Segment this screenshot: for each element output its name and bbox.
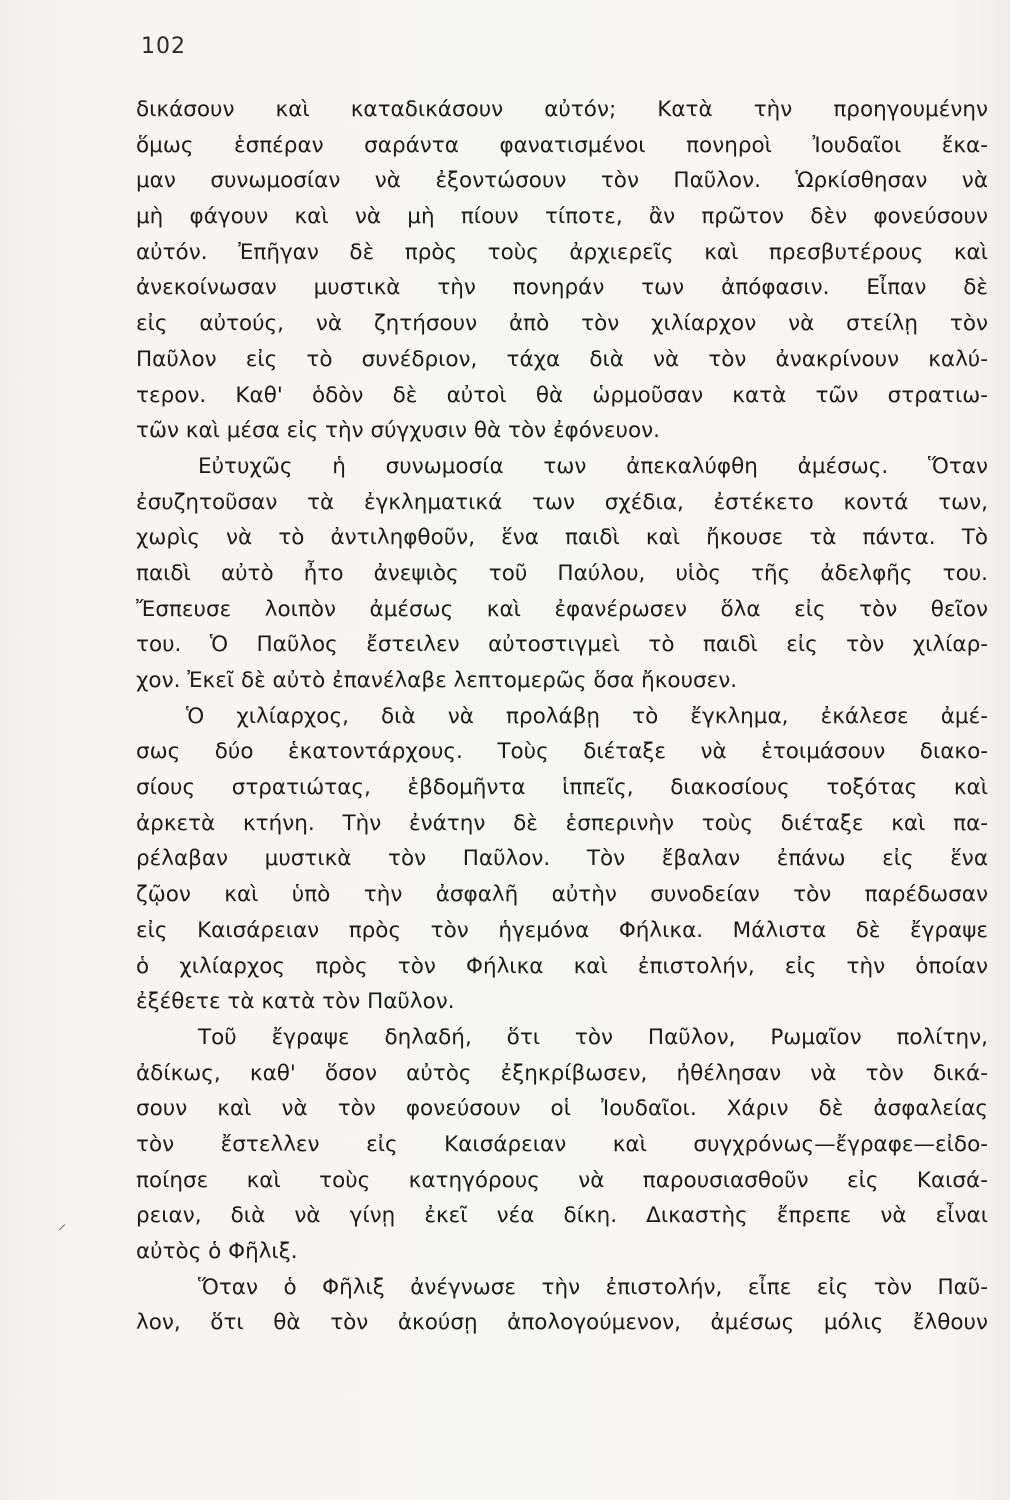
text-line: σως δύο ἑκατοντάρχους. Τοὺς διέταξε νὰ ἑτοιμάσουν διακο-	[136, 739, 988, 765]
margin-mark: ⸝	[58, 1214, 67, 1233]
text-line: ζῷον καὶ ὑπὸ τὴν ἀσφαλῆ αὐτὴν συνοδείαν τὸν παρέδωσαν	[136, 882, 988, 908]
text-line: μὴ φάγουν καὶ νὰ μὴ πίουν τίποτε, ἂν πρῶτον δὲν φονεύσουν	[136, 204, 988, 230]
text-line: αὐτὸς ὁ Φῆλιξ.	[136, 1239, 298, 1264]
text-line: δικάσουν καὶ καταδικάσουν αὐτόν; Κατὰ τὴν προηγουμένην	[136, 97, 988, 122]
paragraph-start-line: Εὐτυχῶς ἡ συνωμοσία των ἀπεκαλύφθη ἀμέσως. Ὅταν	[198, 453, 988, 479]
paragraph-start-line: Τοῦ ἔγραψε δηλαδή, ὅτι τὸν Παῦλον, Ρωμαῖον πολίτην,	[198, 1024, 988, 1050]
text-line: μαν συνωμοσίαν νὰ ἐξοντώσουν τὸν Παῦλον. Ὡρκίσθησαν νὰ	[136, 168, 988, 194]
text-line: ρέλαβαν μυστικὰ τὸν Παῦλον. Τὸν ἔβαλαν ἐπάνω εἰς ἕνα	[136, 846, 988, 872]
paragraph-start-line: Ὁ χιλίαρχος, διὰ νὰ προλάβῃ τὸ ἔγκλημα, ἐκάλεσε ἀμέ-	[186, 703, 988, 729]
body-text	[136, 92, 988, 1341]
text-line: τὸν ἔστελλεν εἰς Καισάρειαν καὶ συγχρόνως—ἔγραφε—εἰδο-	[136, 1131, 988, 1157]
text-line: λον, ὅτι θὰ τὸν ἀκούσῃ ἀπολογούμενον, ἀμέσως μόλις ἔλθουν	[136, 1310, 988, 1336]
text-line: σίους στρατιώτας, ἑβδομῆντα ἱππεῖς, διακοσίους τοξότας καὶ	[136, 775, 988, 801]
text-line: αὐτόν. Ἐπῆγαν δὲ πρὸς τοὺς ἀρχιερεῖς καὶ πρεσβυτέρους καὶ	[136, 239, 988, 265]
text-line: ἐσυζητοῦσαν τὰ ἐγκληματικά των σχέδια, ἐστέκετο κοντά των,	[136, 489, 988, 515]
text-line: ἀνεκοίνωσαν μυστικὰ τὴν πονηράν των ἀπόφασιν. Εἶπαν δὲ	[136, 275, 988, 301]
text-line: τῶν καὶ μέσα εἰς τὴν σύγχυσιν θὰ τὸν ἐφόνευον.	[136, 418, 660, 444]
text-line: ἀρκετὰ κτήνη. Τὴν ἐνάτην δὲ ἑσπερινὴν τοὺς διέταξε καὶ πα-	[136, 810, 988, 836]
text-line: παιδὶ αὐτὸ ἦτο ἀνεψιὸς τοῦ Παύλου, υἱὸς τῆς ἀδελφῆς του.	[136, 560, 988, 586]
text-line: ὅμως ἑσπέραν σαράντα φανατισμένοι πονηροὶ Ἰουδαῖοι ἔκα-	[136, 132, 988, 158]
text-line: ἀδίκως, καθ' ὅσον αὐτὸς ἐξηκρίβωσεν, ἠθέλησαν νὰ τὸν δικά-	[136, 1060, 988, 1086]
text-line: ποίησε καὶ τοὺς κατηγόρους νὰ παρουσιασθοῦν εἰς Καισά-	[136, 1167, 988, 1193]
text-line: ἐξέθετε τὰ κατὰ τὸν Παῦλον.	[136, 989, 455, 1015]
text-line: Ἔσπευσε λοιπὸν ἀμέσως καὶ ἐφανέρωσεν ὅλα εἰς τὸν θεῖον	[136, 596, 988, 622]
text-line: Παῦλον εἰς τὸ συνέδριον, τάχα διὰ νὰ τὸν ἀνακρίνουν καλύ-	[136, 346, 988, 372]
page-number: 102	[141, 34, 186, 59]
text-line: του. Ὁ Παῦλος ἔστειλεν αὐτοστιγμεὶ τὸ παιδὶ εἰς τὸν χιλίαρ-	[136, 632, 988, 658]
text-line: χωρὶς νὰ τὸ ἀντιληφθοῦν, ἕνα παιδὶ καὶ ἤκουσε τὰ πάντα. Τὸ	[136, 525, 988, 551]
text-line: εἰς Καισάρειαν πρὸς τὸν ἡγεμόνα Φήλικα. Μάλιστα δὲ ἔγραψε	[136, 917, 988, 943]
text-line: σουν καὶ νὰ τὸν φονεύσουν οἱ Ἰουδαῖοι. Χάριν δὲ ἀσφαλείας	[136, 1096, 988, 1122]
text-line: εἰς αὐτούς, νὰ ζητήσουν ἀπὸ τὸν χιλίαρχον νὰ στείλῃ τὸν	[136, 311, 988, 337]
text-line: ὁ χιλίαρχος πρὸς τὸν Φήλικα καὶ ἐπιστολήν, εἰς τὴν ὁποίαν	[136, 953, 988, 979]
text-line: τερον. Καθ' ὁδὸν δὲ αὐτοὶ θὰ ὡρμοῦσαν κατὰ τῶν στρατιω-	[136, 382, 988, 408]
text-line: χον. Ἐκεῖ δὲ αὐτὸ ἐπανέλαβε λεπτομερῶς ὅσα ἤκουσεν.	[136, 668, 738, 693]
paragraph-start-line: Ὅταν ὁ Φῆλιξ ἀνέγνωσε τὴν ἐπιστολήν, εἶπε εἰς τὸν Παῦ-	[198, 1274, 988, 1300]
text-line: ρειαν, διὰ νὰ γίνῃ ἐκεῖ νέα δίκη. Δικαστὴς ἔπρεπε νὰ εἶναι	[136, 1203, 988, 1229]
